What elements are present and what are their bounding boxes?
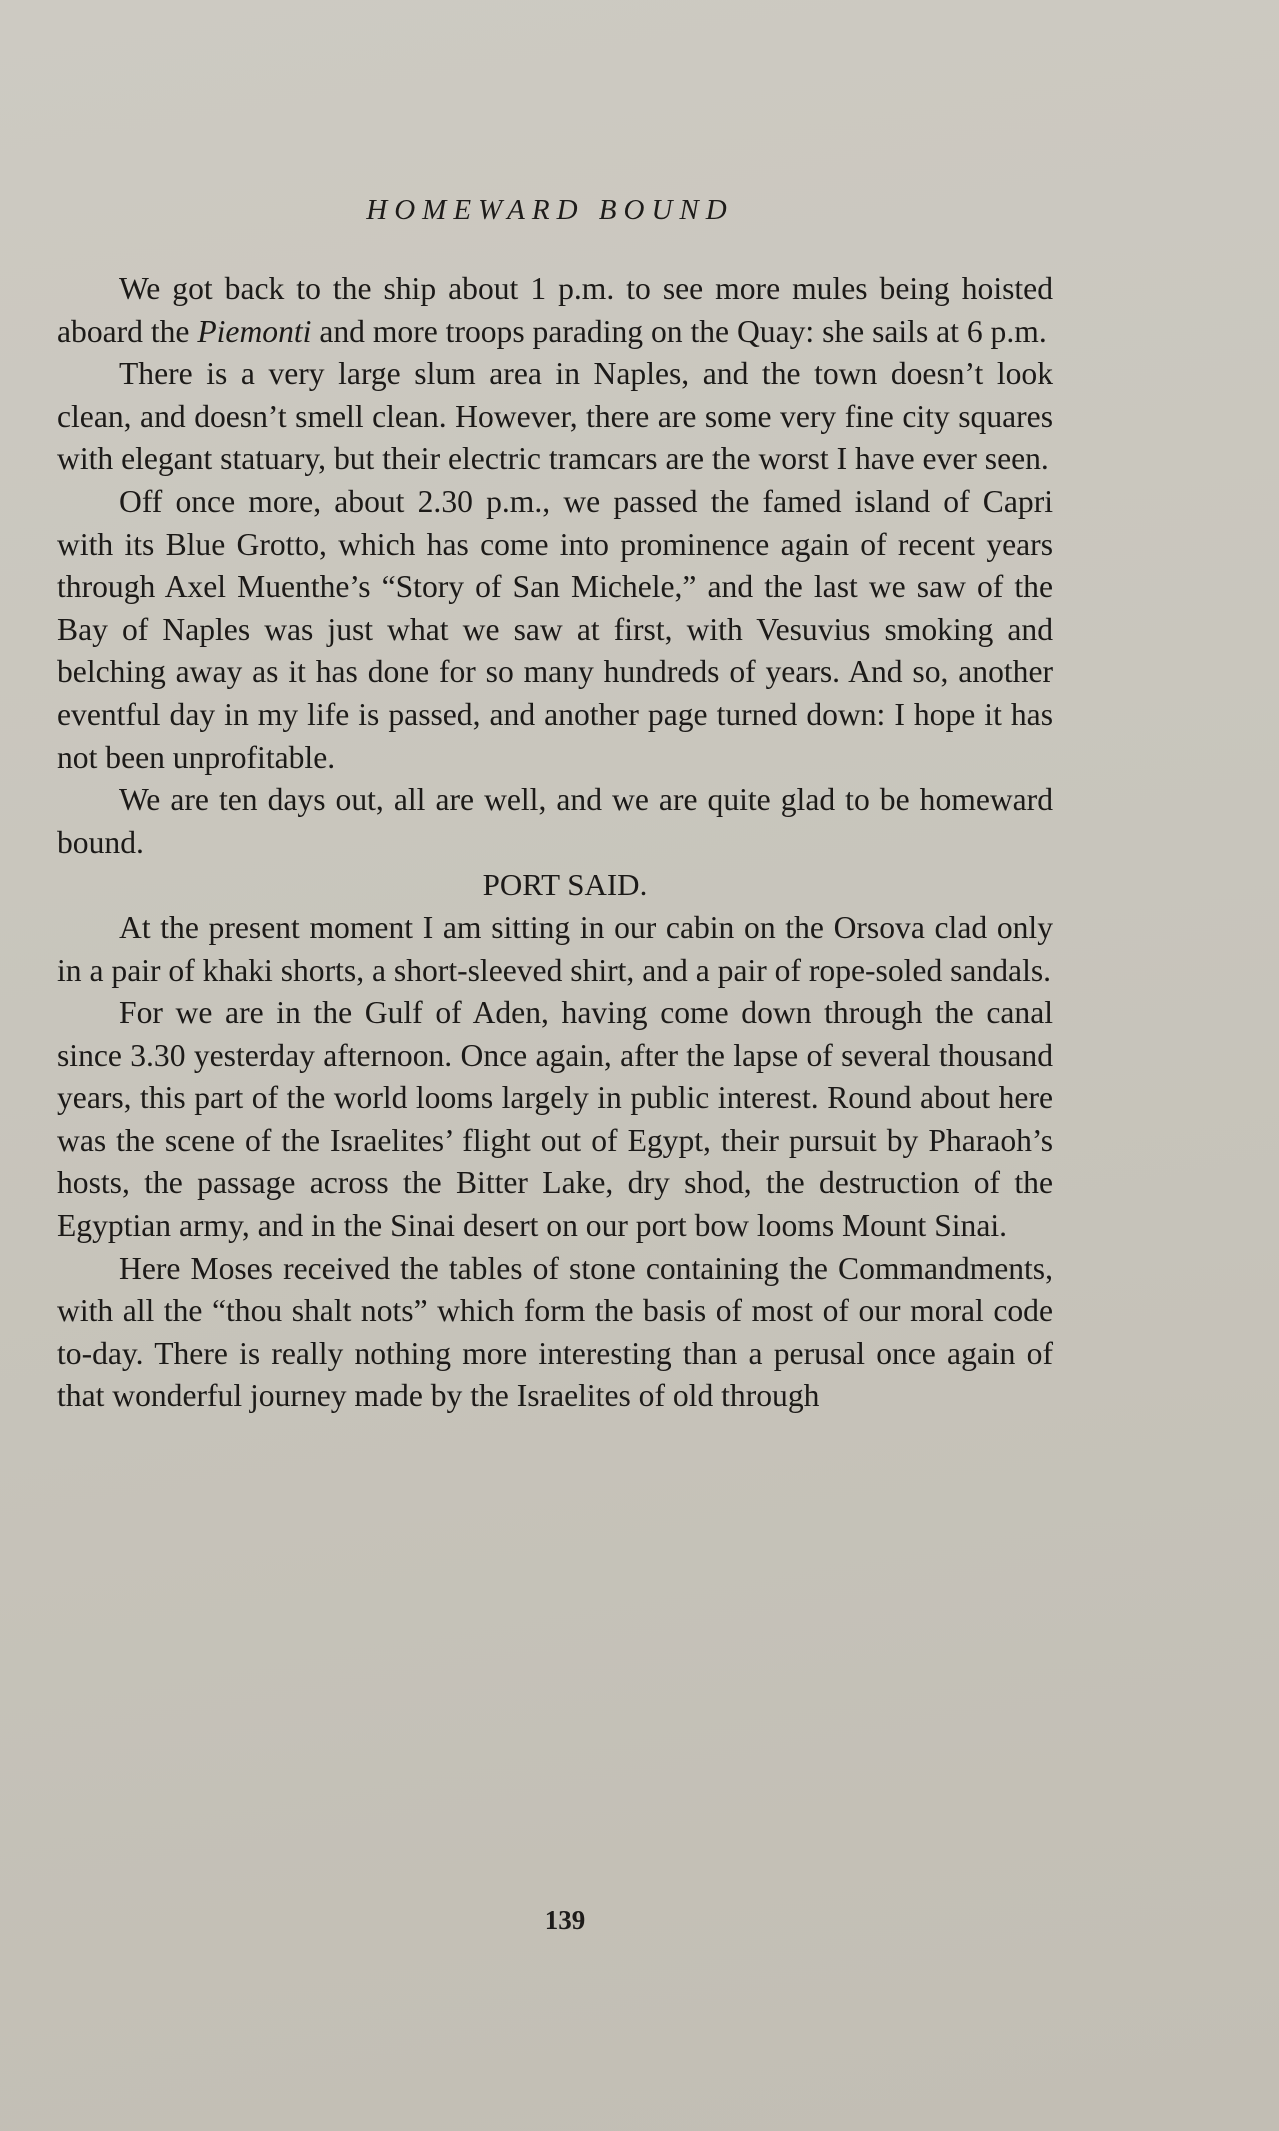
paragraph-1 bbox=[57, 268, 1053, 353]
paragraph-4: We are ten days out, all are well, and we are quite glad to be homeward bound. bbox=[57, 782, 1053, 860]
paragraph-1-text-end: and more troops parading on the Quay: she sails at 6 p.m. bbox=[311, 313, 1047, 349]
running-head: HOMEWARD BOUND bbox=[366, 194, 734, 226]
paragraph-2: There is a very large slum area in Naples, and the town doesn’t look clean, and doesn’t smell clean. However, there are some very fine city squares with elegant statuary, but their electric tramcars are the worst I have ever seen. bbox=[57, 356, 1053, 477]
section-heading: PORT SAID. bbox=[482, 867, 648, 903]
page-number: 139 bbox=[544, 1905, 586, 1935]
body-text bbox=[57, 268, 1053, 1418]
section-paragraph-3: Here Moses received the tables of stone containing the Commandments, with all the “thou shalt nots” which form the basis of most of our moral code to-day. There is really nothing more interesting than a perusal once again of that wonderful journey made by the Israelites of old through bbox=[57, 1250, 1053, 1414]
section-paragraph-1: At the present moment I am sitting in our cabin on the Orsova clad only in a pair of khaki shorts, a short-sleeved shirt, and a pair of rope-soled sandals. bbox=[57, 909, 1053, 988]
section-paragraph-2: For we are in the Gulf of Aden, having come down through the canal since 3.30 yesterday afternoon. Once again, after the lapse of several thousand years, this part of the world looms largely in public interest. Round about here was the scene of the Israelites’ flight out of Egypt, their pursuit by Pharaoh’s hosts, the passage across the Bitter Lake, dry shod, the destruction of the Egyptian army, and in the Sinai desert on our port bow looms Mount Sinai. bbox=[57, 995, 1053, 1244]
paragraph-1-text-start: We got back to the ship about 1 p.m. to see more mules being hoisted aboard the bbox=[57, 271, 1053, 349]
ship-name-italic: Piemonti bbox=[197, 313, 312, 349]
paragraph-3: Off once more, about 2.30 p.m., we passed the famed island of Capri with its Blue Grotto, which has come into prominence again of recent years through Axel Muenthe’s “Story of San Michele,” and the last we saw of the Bay of Naples was just what we saw at first, with Vesuvius smoking and belching away as it has done for so many hundreds of years. And so, another eventful day in my life is passed, and another page turned down: I hope it has not been unprofitable. bbox=[57, 483, 1053, 775]
